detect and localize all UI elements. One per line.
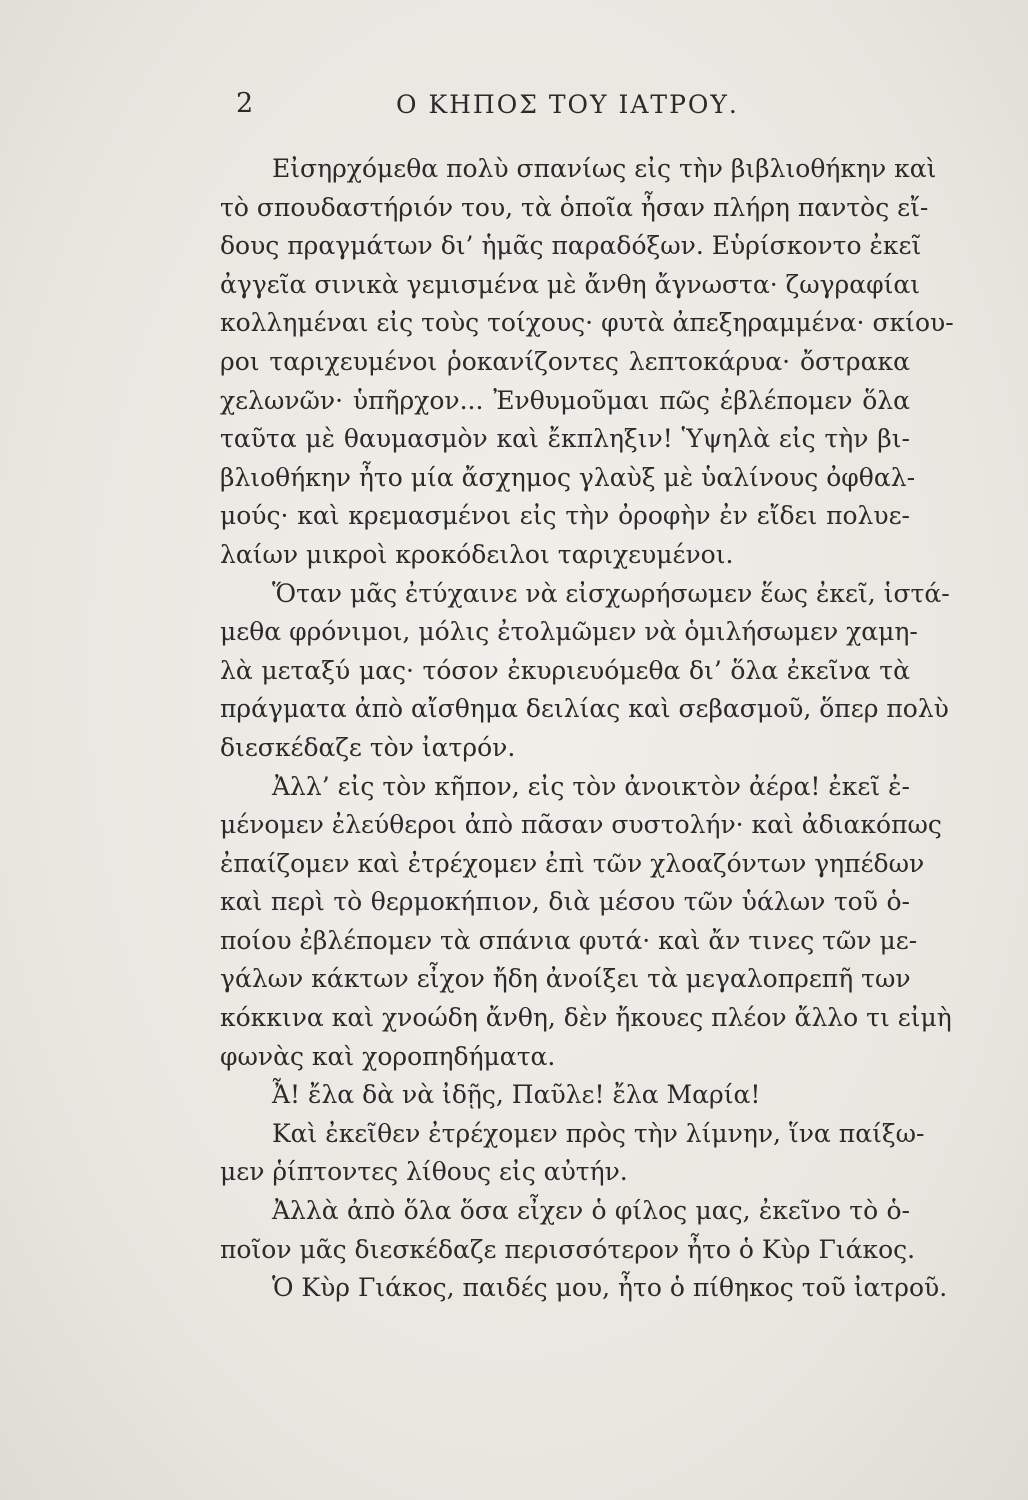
- running-head: Ο ΚΗΠΟΣ ΤΟΥ ΙΑΤΡΟΥ.: [396, 90, 739, 119]
- text-line: μένομεν ἐλεύθεροι ἀπὸ πᾶσαν συστολήν· καὶ ἀδιακόπως: [220, 810, 942, 840]
- text-line: Ἀλλ’ εἰς τὸν κῆπον, εἰς τὸν ἀνοικτὸν ἀέρα! ἐκεῖ ἐ-: [272, 771, 910, 801]
- text-line: καὶ περὶ τὸ θερμοκήπιον, διὰ μέσου τῶν ὑάλων τοῦ ὁ-: [220, 887, 910, 917]
- text-line: ταῦτα μὲ θαυμασμὸν καὶ ἔκπληξιν! Ὑψηλὰ εἰς τὴν βι-: [220, 424, 910, 454]
- page-number: 2: [236, 88, 255, 119]
- page-header: [236, 88, 796, 128]
- text-line: ἐπαίζομεν καὶ ἐτρέχομεν ἐπὶ τῶν χλοαζόντων γηπέδων: [220, 848, 925, 878]
- text-line: γάλων κάκτων εἶχον ἤδη ἀνοίξει τὰ μεγαλοπρεπῆ των: [220, 964, 911, 994]
- text-line: Εἰσηρχόμεθα πολὺ σπανίως εἰς τὴν βιβλιοθήκην καὶ: [272, 154, 937, 183]
- text-line: πράγματα ἀπὸ αἴσθημα δειλίας καὶ σεβασμοῦ, ὅπερ πολὺ: [220, 694, 949, 724]
- text-line: διεσκέδαζε τὸν ἰατρόν.: [220, 732, 516, 762]
- text-line: βλιοθήκην ἦτο μία ἄσχημος γλαὺξ μὲ ὑαλίνους ὀφθαλ-: [220, 462, 916, 492]
- text-line: λαίων μικροὶ κροκόδειλοι ταριχευμένοι.: [220, 539, 734, 569]
- text-line: κολλημέναι εἰς τοὺς τοίχους· φυτὰ ἀπεξηραμμένα· σκίου-: [220, 308, 954, 338]
- text-line: ποῖον μᾶς διεσκέδαζε περισσότερον ἦτο ὁ Κὺρ Γιάκος.: [220, 1234, 916, 1264]
- text-line: ροι ταριχευμένοι ῥοκανίζοντες λεπτοκάρυα· ὄστρακα: [220, 346, 910, 376]
- text-line: Ὅταν μᾶς ἐτύχαινε νὰ εἰσχωρήσωμεν ἕως ἐκεῖ, ἱστά-: [272, 578, 950, 608]
- text-line: χελωνῶν· ὑπῆρχον... Ἐνθυμοῦμαι πῶς ἐβλέπομεν ὅλα: [220, 385, 910, 415]
- text-line: τὸ σπουδαστήριόν του, τὰ ὁποῖα ἦσαν πλήρη παντὸς εἴ-: [220, 192, 929, 222]
- text-line: δους πραγμάτων δι’ ἡμᾶς παραδόξων. Εὑρίσκοντο ἐκεῖ: [220, 231, 922, 261]
- text-line: φωνὰς καὶ χοροπηδήματα.: [220, 1041, 556, 1071]
- text-line: μεθα φρόνιμοι, μόλις ἐτολμῶμεν νὰ ὁμιλήσωμεν χαμη-: [220, 617, 918, 647]
- text-line: ποίου ἐβλέπομεν τὰ σπάνια φυτά· καὶ ἄν τινες τῶν με-: [220, 925, 918, 955]
- text-line: μούς· καὶ κρεμασμένοι εἰς τὴν ὀροφὴν ἐν εἴδει πολυε-: [220, 501, 910, 531]
- text-line: μεν ῥίπτοντες λίθους εἰς αὐτήν.: [220, 1157, 628, 1187]
- body-text: [220, 150, 954, 1308]
- text-line: Καὶ ἐκεῖθεν ἐτρέχομεν πρὸς τὴν λίμνην, ἵνα παίξω-: [272, 1118, 925, 1148]
- text-line: ἀγγεῖα σινικὰ γεμισμένα μὲ ἄνθη ἄγνωστα· ζωγραφίαι: [220, 269, 921, 299]
- text-line: Ἆ! ἔλα δὰ νὰ ἰδῇς, Παῦλε! ἔλα Μαρία!: [272, 1080, 761, 1110]
- text-line: Ὁ Κὺρ Γιάκος, παιδές μου, ἦτο ὁ πίθηκος τοῦ ἰατροῦ.: [272, 1273, 948, 1303]
- text-line: λὰ μεταξύ μας· τόσον ἐκυριευόμεθα δι’ ὅλα ἐκεῖνα τὰ: [220, 655, 910, 685]
- text-line: κόκκινα καὶ χνοώδη ἄνθη, δὲν ἤκουες πλέον ἄλλο τι εἰμὴ: [220, 1003, 952, 1033]
- text-line: Ἀλλὰ ἀπὸ ὅλα ὅσα εἶχεν ὁ φίλος μας, ἐκεῖνο τὸ ὁ-: [272, 1196, 910, 1226]
